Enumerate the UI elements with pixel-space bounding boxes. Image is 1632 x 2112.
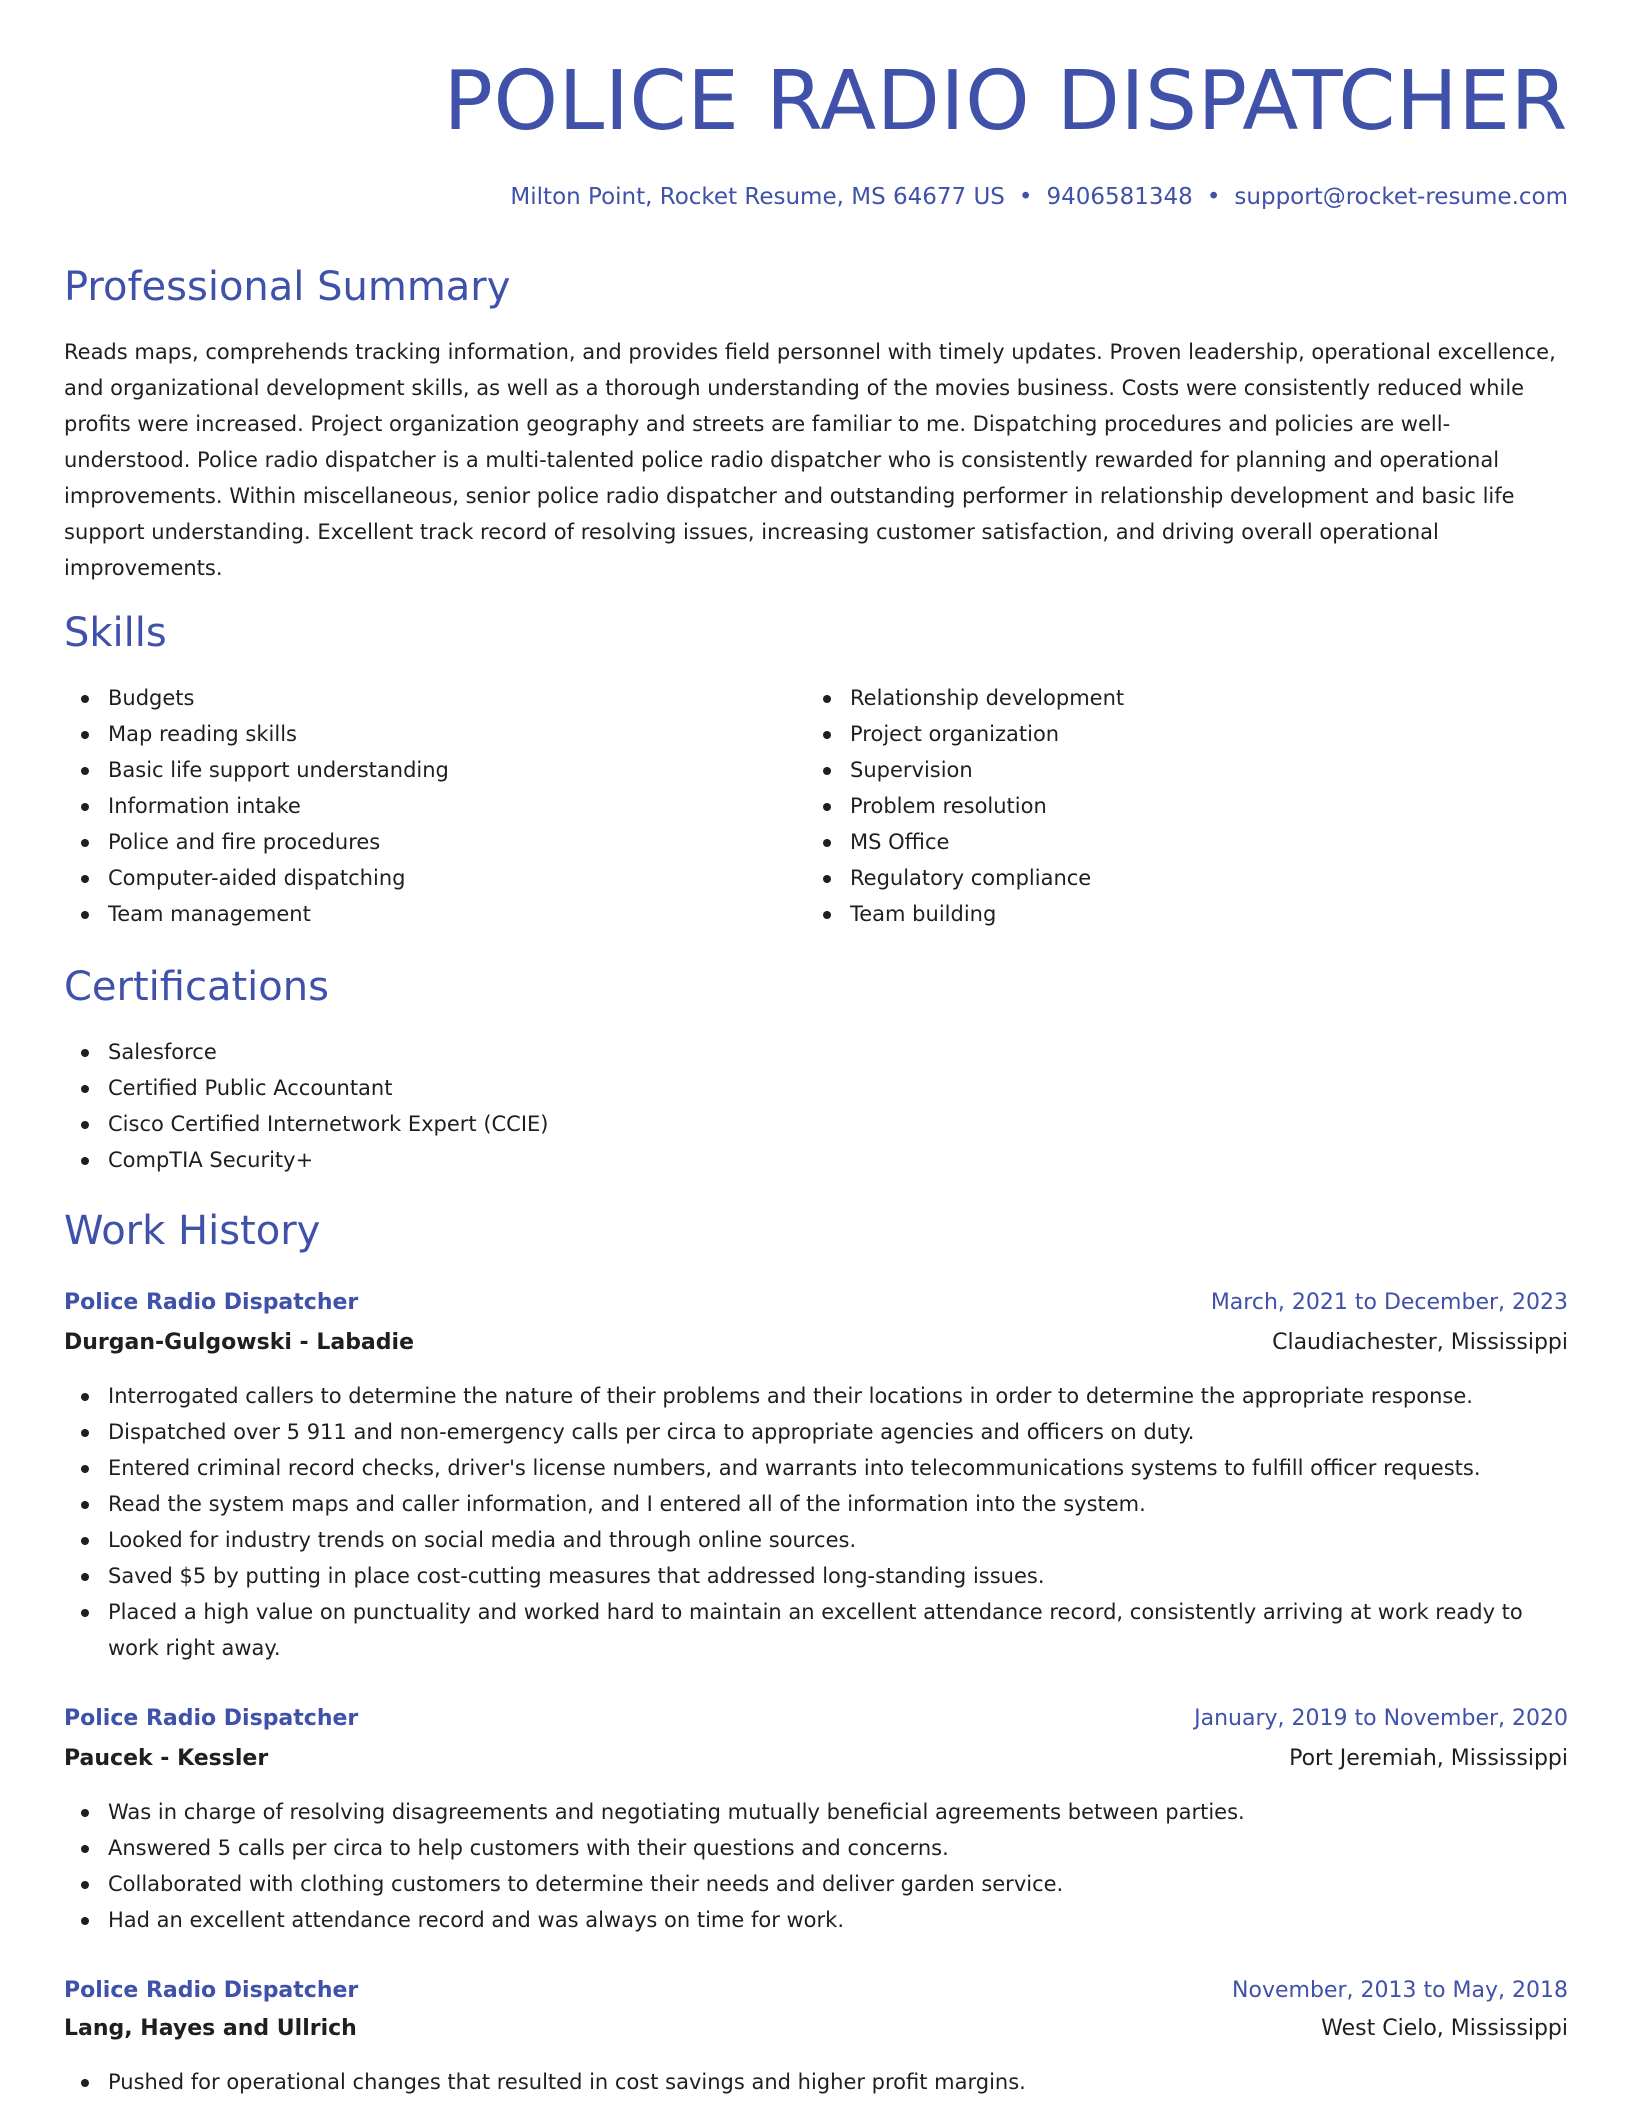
skill-item: Computer-aided dispatching: [64, 860, 784, 896]
job-bullet: Was in charge of resolving disagreements and negotiating mutually beneficial agreements between parties.: [64, 1794, 1568, 1830]
contact-separator: •: [1018, 184, 1033, 210]
skill-item: Basic life support understanding: [64, 752, 784, 788]
certification-item: Certified Public Accountant: [64, 1070, 1568, 1106]
certifications-list: [64, 1034, 1568, 1178]
job-location: Port Jeremiah, Mississippi: [1289, 1746, 1568, 1771]
candidate-name: POLICE RADIO DISPATCHER: [443, 54, 1568, 149]
job-title-row: [64, 1973, 1568, 2009]
certifications-heading: Certifications: [64, 964, 329, 1010]
job-location: Claudiachester, Mississippi: [1272, 1330, 1568, 1355]
skills-list-right: [806, 680, 1566, 932]
job-bullet: Collaborated with clothing customers to determine their needs and deliver garden service.: [64, 1866, 1568, 1902]
job-title-row: [64, 1285, 1568, 1321]
job-company-row: [64, 2011, 1568, 2047]
work-history-heading: Work History: [64, 1208, 321, 1254]
contact-separator: •: [1206, 184, 1221, 210]
job-bullet: Looked for industry trends on social media and through online sources.: [64, 1522, 1568, 1558]
job-bullet: Dispatched over 5 911 and non-emergency calls per circa to appropriate agencies and officers on duty.: [64, 1414, 1568, 1450]
skill-item: Police and fire procedures: [64, 824, 784, 860]
contact-phone: 9406581348: [1046, 184, 1193, 210]
skill-item: Relationship development: [806, 680, 1566, 716]
skill-item: MS Office: [806, 824, 1566, 860]
job-dates: January, 2019 to November, 2020: [1194, 1706, 1568, 1731]
certification-item: Cisco Certified Internetwork Expert (CCIE): [64, 1106, 1568, 1142]
contact-line: [510, 180, 1568, 214]
summary-heading: Professional Summary: [64, 264, 511, 310]
job-company-row: [64, 1325, 1568, 1361]
skills-list-left: [64, 680, 784, 932]
skill-item: Map reading skills: [64, 716, 784, 752]
job-bullet: Entered criminal record checks, driver's license numbers, and warrants into telecommunications systems to fulfill officer requests.: [64, 1450, 1568, 1486]
job-company: Paucek - Kessler: [64, 1746, 269, 1771]
job-bullet: Interrogated callers to determine the nature of their problems and their locations in order to determine the appropriate response.: [64, 1378, 1568, 1414]
summary-text: Reads maps, comprehends tracking information, and provides field personnel with timely updates. Proven leadership, operational excellence, and organizational development skills, as well as a thorough understanding of the movies business. Costs were consistently reduced while profits were increased. Project organization geography and streets are familiar to me. Dispatching procedures and policies are well-understood. Police radio dispatcher is a multi-talented police radio dispatcher who is consistently rewarded for planning and operational improvements. Within miscellaneous, senior police radio dispatcher and outstanding performer in relationship development and basic life support understanding. Excellent track record of resolving issues, increasing customer satisfaction, and driving overall operational improvements.: [64, 340, 1556, 580]
job-title: Police Radio Dispatcher: [64, 1978, 359, 2003]
skill-item: Regulatory compliance: [806, 860, 1566, 896]
job-title: Police Radio Dispatcher: [64, 1290, 359, 1315]
certification-item: CompTIA Security+: [64, 1142, 1568, 1178]
job-bullet: Had an excellent attendance record and was always on time for work.: [64, 1902, 1568, 1938]
job-bullets: [64, 1378, 1568, 1666]
job-bullet: Saved $5 by putting in place cost-cutting measures that addressed long-standing issues.: [64, 1558, 1568, 1594]
skill-item: Budgets: [64, 680, 784, 716]
job-dates: March, 2021 to December, 2023: [1210, 1290, 1568, 1315]
job-title-row: [64, 1701, 1568, 1737]
skill-item: Information intake: [64, 788, 784, 824]
job-title: Police Radio Dispatcher: [64, 1706, 359, 1731]
skill-item: Supervision: [806, 752, 1566, 788]
job-bullets: [64, 1794, 1568, 1938]
job-company: Durgan-Gulgowski - Labadie: [64, 1330, 414, 1355]
job-company-row: [64, 1741, 1568, 1777]
job-company: Lang, Hayes and Ullrich: [64, 2016, 357, 2041]
job-bullets: [64, 2064, 1568, 2100]
job-bullet: Answered 5 calls per circa to help customers with their questions and concerns.: [64, 1830, 1568, 1866]
skills-heading: Skills: [64, 610, 167, 656]
job-bullet: Read the system maps and caller information, and I entered all of the information into the system.: [64, 1486, 1568, 1522]
skill-item: Problem resolution: [806, 788, 1566, 824]
skill-item: Project organization: [806, 716, 1566, 752]
job-location: West Cielo, Mississippi: [1321, 2016, 1568, 2041]
job-dates: November, 2013 to May, 2018: [1232, 1978, 1568, 2003]
contact-email[interactable]: support@rocket-resume.com: [1234, 184, 1568, 210]
skill-item: Team building: [806, 896, 1566, 932]
job-bullet: Pushed for operational changes that resulted in cost savings and higher profit margins.: [64, 2064, 1568, 2100]
skill-item: Team management: [64, 896, 784, 932]
certification-item: Salesforce: [64, 1034, 1568, 1070]
job-bullet: Placed a high value on punctuality and worked hard to maintain an excellent attendance record, consistently arriving at work ready to work right away.: [64, 1594, 1568, 1666]
contact-address: Milton Point, Rocket Resume, MS 64677 US: [510, 184, 1005, 210]
